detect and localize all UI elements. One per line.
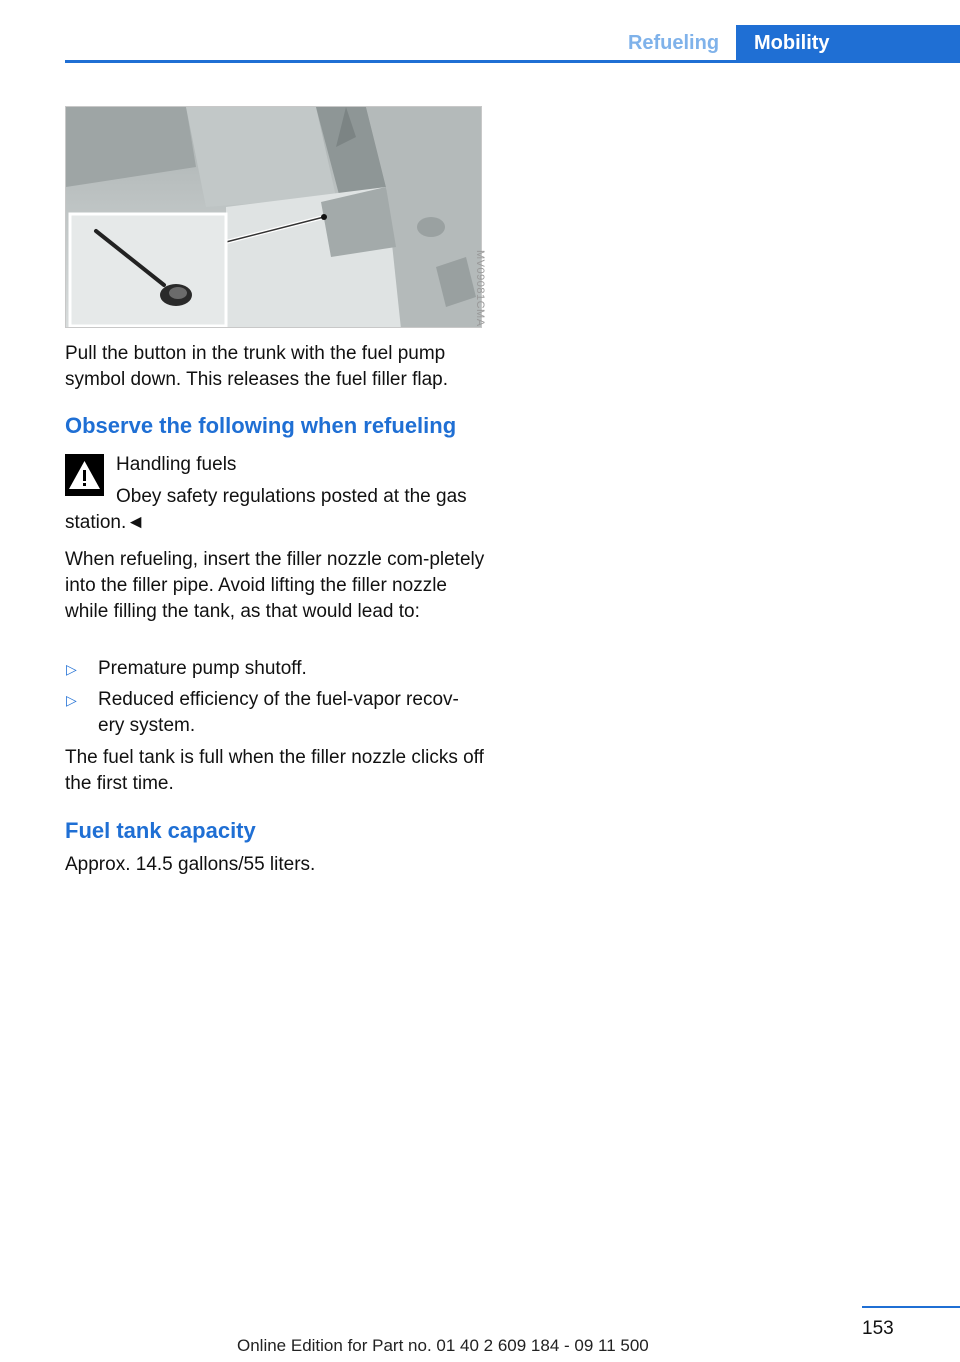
edition-line: Online Edition for Part no. 01 40 2 609 184 - 09 11 500 (237, 1336, 649, 1355)
full-tank-paragraph: The fuel tank is full when the filler nozzle clicks off the first time. (65, 747, 484, 794)
trunk-figure (65, 106, 482, 328)
warning-body-line2: station.◄ (65, 512, 146, 533)
header-rule (65, 60, 960, 63)
list-item (65, 656, 485, 682)
warning-title: Handling fuels (116, 454, 237, 475)
capacity-value: Approx. 14.5 gallons/55 liters. (65, 854, 316, 875)
list-item (65, 687, 485, 739)
list-item-text: Reduced efficiency of the fuel-vapor recov-ery system. (98, 689, 459, 736)
intro-paragraph: Pull the button in the trunk with the fuel pump symbol down. This releases the fuel filler flap. (65, 343, 448, 390)
footer-rule (862, 1306, 960, 1308)
page-number: 153 (862, 1318, 894, 1339)
bullet-triangle-icon: ▷ (66, 692, 77, 708)
heading-tank-capacity: Fuel tank capacity (65, 818, 256, 843)
consequence-list (65, 656, 485, 744)
figure-code: MV09081CMA (474, 250, 486, 327)
heading-refueling-notes: Observe the following when refueling (65, 413, 457, 438)
header-section-tab: Refueling (627, 32, 720, 54)
warning-body (65, 484, 485, 536)
warning-body-line1: Obey safety regulations posted at the gas (116, 486, 467, 507)
header-chapter-tab: Mobility (736, 25, 960, 61)
list-item-text: Premature pump shutoff. (98, 658, 307, 679)
bullet-triangle-icon: ▷ (66, 661, 77, 677)
refueling-paragraph: When refueling, insert the filler nozzle com-pletely into the filler pipe. Avoid lifting the filler nozzle while filling the tank, as that would lead to: (65, 549, 485, 622)
